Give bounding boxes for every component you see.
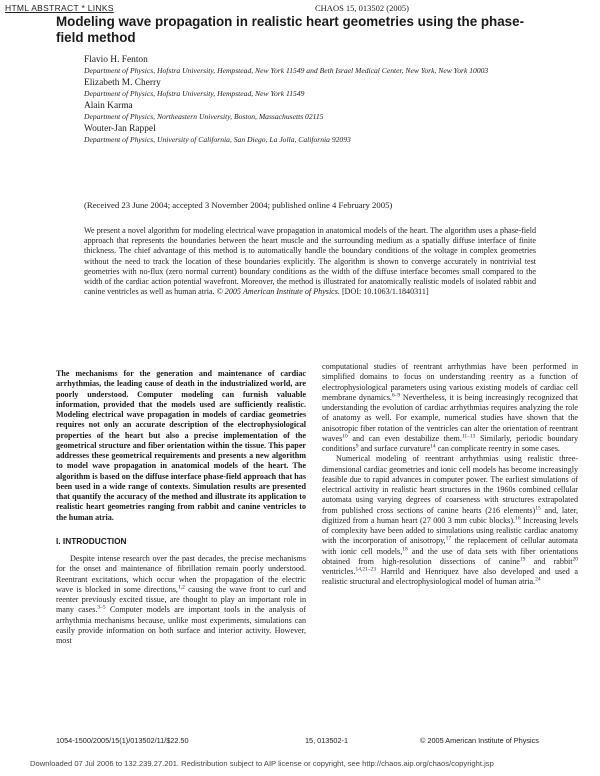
text-run: and the use of data sets with fiber orientations obtained from high-resolution dissections of canine: [322, 546, 578, 566]
intro-paragraph-1: [56, 554, 306, 646]
intro-paragraph-3: [322, 454, 578, 587]
author-name: Wouter-Jan Rappel: [84, 124, 156, 134]
download-notice: Downloaded 07 Jul 2006 to 132.239.27.201. Redistribution subject to AIP license or copyright, see http://chaos.aip.org/chaos/copyright.jsp: [30, 759, 494, 768]
text-run: and can even destabilize them.: [347, 433, 462, 443]
author-block: [84, 124, 544, 145]
author-name: Alain Karma: [84, 101, 133, 111]
citation-ref[interactable]: 11–13: [461, 433, 476, 440]
citation-ref[interactable]: 9: [355, 443, 359, 450]
left-column: [56, 369, 306, 646]
author-affiliation: Department of Physics, Northeastern University, Boston, Massachusetts 02115: [84, 112, 324, 121]
text-run: Computer models are important tools in the analysis of arrhythmia mechanisms because, unlike most experiments, simulations can easily provide information on both surface and interior activity. However, most: [56, 605, 306, 645]
author-block: [84, 78, 544, 99]
citation-ref[interactable]: 19: [519, 556, 526, 563]
section-heading: I. INTRODUCTION: [56, 535, 127, 546]
citation-ref[interactable]: 24: [535, 576, 541, 583]
text-run: Numerical modeling of reentrant arrhythmias using realistic three-dimensional cardiac geometries and ionic cell models has become increasingly feasible due to rapid advances in computer power. The earliest simulations of electrical activity in realistic heart structures in the 1960s combined cellular automata using varying degrees of coarseness with structures extrapolated from published cross sections of canine hearts (216 elements): [322, 454, 578, 515]
citation-ref[interactable]: 1,2: [177, 584, 185, 591]
citation-ref[interactable]: 18: [402, 545, 408, 552]
footer-page: 15, 013502-1: [305, 736, 349, 745]
author-affiliation: Department of Physics, Hofstra University, Hempstead, New York 11549 and Beth Israel Medical Center, New York, New York 10003: [84, 66, 489, 75]
journal-citation: CHAOS 15, 013502 (2005): [315, 3, 409, 13]
text-run: computational studies of reentrant arrhythmias have been performed in simplified domains to focus on understanding reentry as a function of electrophysiological parameters using various existing models of cardiac cell membrane dynamics.: [322, 362, 578, 402]
author-block: [84, 55, 544, 76]
author-affiliation: Department of Physics, Hofstra University, Hempstead, New York 11549: [84, 89, 305, 98]
author-block: [84, 101, 544, 122]
author-name: Elizabeth M. Cherry: [84, 78, 161, 88]
citation-ref[interactable]: 20: [572, 556, 578, 563]
text-run: the replacement of cellular automata with ionic cell models,: [322, 536, 578, 556]
citation-ref[interactable]: 16: [515, 515, 521, 522]
text-run: and, later, digitized from a human heart (27 000 3 mm cubic blocks).: [322, 505, 578, 525]
article-title: Modeling wave propagation in realistic heart geometries using the phase-field method: [56, 14, 525, 45]
text-run: causing the wave front to curl and reenter previously excited tissue, are thought to play an important role in many cases.: [56, 584, 306, 615]
abstract: [84, 226, 536, 297]
text-run: Increasing levels of complexity have been added to simulations using realistic cardiac anatomy with the incorporation of anisotropy,: [322, 515, 578, 546]
text-run: Despite intense research over the past decades, the precise mechanisms for the onset and maintenance of fibrillation remain poorly understood. Reentrant excitations, which occur when the propagation of the electric wave is blocked in some directions,: [56, 554, 306, 594]
text-run: and rabbit: [525, 556, 573, 566]
author-affiliation: Department of Physics, University of California, San Diego, La Jolla, California 92093: [84, 135, 351, 144]
abstract-doi[interactable]: [DOI: 10.1063/1.1840311]: [339, 287, 429, 297]
text-run: Harrild and Henriquez have also developed and used a realistic structural and electrophysiological model of human atria.: [322, 567, 578, 587]
author-list: [84, 55, 544, 147]
text-run: ventricles.: [322, 567, 356, 576]
text-run: and surface curvature: [358, 444, 431, 453]
author-name: Flavio H. Fenton: [84, 55, 148, 65]
received-dates: (Received 23 June 2004; accepted 3 November 2004; published online 4 February 2005): [84, 200, 393, 210]
text-run: Similarly, periodic boundary conditions: [322, 433, 579, 453]
abstract-copyright: © 2005 American Institute of Physics.: [216, 287, 340, 297]
html-abstract-links[interactable]: HTML ABSTRACT * LINKS: [5, 3, 114, 13]
citation-ref[interactable]: 3–5: [97, 604, 106, 611]
citation-ref[interactable]: 15: [535, 504, 541, 511]
intro-paragraph-2: [322, 362, 578, 454]
footer-copyright: © 2005 American Institute of Physics: [420, 736, 539, 745]
text-run: Nevertheless, it is being increasingly recognized that understanding the evolution of cardiac arrhythmias requires analyzing the role of anatomy as well. For example, numerical studies have shown that the anisotropic fiber rotation of the ventricles can alter the orientation of reentrant waves: [322, 392, 578, 443]
lead-paragraph: The mechanisms for the generation and maintenance of cardiac arrhythmias, the leading cause of death in the industrialized world, are poorly understood. Computer modeling can furnish valuable information, provided that the models used are sufficiently realistic. Modeling electrical wave propagation in models of cardiac geometries requires not only an accurate description of the electrophysiological properties of the heart but also a precise implementation of the geometrical structure and fiber orientation within the tissue. This paper addresses these geometrical requirements and presents a new algorithm to model wave propagation in anatomical models of the heart. The algorithm is based on the diffuse interface phase-field approach that has been used in a wide range of contexts. Simulation results are presented that quantify the accuracy of the method and illustrate its application to realistic heart geometries ranging from rabbit and canine ventricles to the human atria.: [56, 369, 306, 522]
footer-issn: 1054-1500/2005/15(1)/013502/11/$22.50: [56, 736, 189, 745]
right-column: [322, 362, 578, 588]
text-run: can complicate reentry in some cases.: [435, 444, 560, 453]
citation-ref[interactable]: 6–9: [391, 392, 401, 399]
citation-ref[interactable]: 10: [342, 433, 348, 440]
citation-ref[interactable]: 17: [445, 535, 452, 542]
citation-ref[interactable]: 14,21–23: [355, 566, 377, 573]
abstract-body: We present a novel algorithm for modeling electrical wave propagation in anatomical models of the heart. The algorithm uses a phase-field approach that represents the boundaries between the heart muscle and the surrounding medium as a spatially diffuse interface of finite thickness. The chief advantage of this method is to automatically handle the boundary conditions of the voltage in complex geometries without the need to track the location of these boundaries explicitly. The algorithm is shown to converge accurately in nontrivial test geometries with no-flux (zero normal current) boundary conditions as the width of the diffuse interface becomes small compared to the width of the cardiac action potential wavefront. Moreover, the method is illustrated for anatomically realistic models of isolated rabbit and canine ventricles as well as human atria.: [84, 226, 536, 297]
citation-ref[interactable]: 14: [430, 443, 436, 450]
